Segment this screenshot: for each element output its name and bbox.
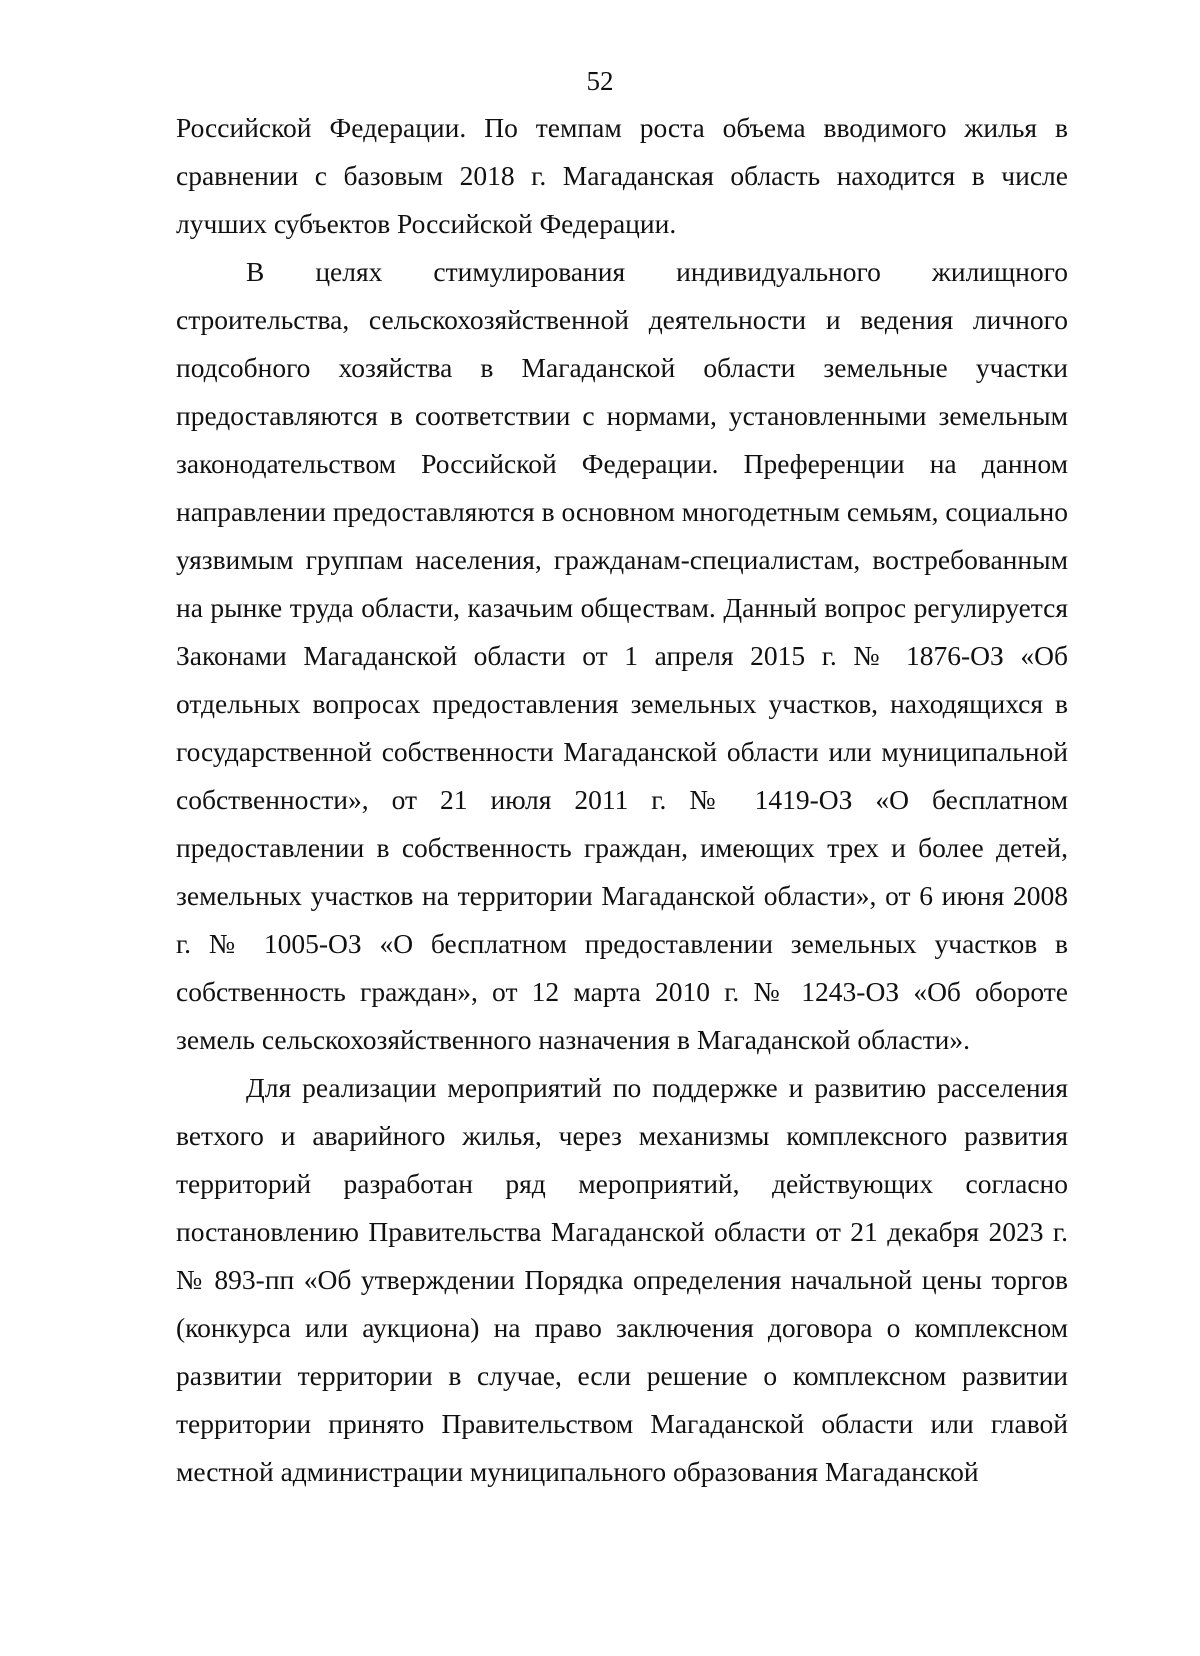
document-body — [176, 104, 1068, 1496]
paragraph-land-plots: В целях стимулирования индивидуального жилищного строительства, сельскохозяйственной деятельности и ведения личного подсобного хозяйства в Магаданской области земельные участки предоставляются в соответствии с нормами, установленными земельным законодательством Российской Федерации. Преференции на данном направлении предоставляются в основном многодетным семьям, социально уязвимым группам населения, гражданам-специалистам, востребованным на рынке труда области, казачьим обществам. Данный вопрос регулируется Законами Магаданской области от 1 апреля 2015 г. № 1876-ОЗ «Об отдельных вопросах предоставления земельных участков, находящихся в государственной собственности Магаданской области или муниципальной собственности», от 21 июля 2011 г. № 1419-ОЗ «О бесплатном предоставлении в собственность граждан, имеющих трех и более детей, земельных участков на территории Магаданской области», от 6 июня 2008 г. № 1005-ОЗ «О бесплатном предоставлении земельных участков в собственность граждан», от 12 марта 2010 г. № 1243-ОЗ «Об обороте земель сельскохозяйственного назначения в Магаданской области». — [176, 256, 1068, 1055]
paragraph-resettlement: Для реализации мероприятий по поддержке и развитию расселения ветхого и аварийного жилья, через механизмы комплексного развития территорий разработан ряд мероприятий, действующих согласно постановлению Правительства Магаданской области от 21 декабря 2023 г. № 893-пп «Об утверждении Порядка определения начальной цены торгов (конкурса или аукциона) на право заключения договора о комплексном развитии территории в случае, если решение о комплексном развитии территории принято Правительством Магаданской области или главой местной администрации муниципального образования Магаданской — [176, 1072, 1068, 1487]
paragraph-housing-growth: Российской Федерации. По темпам роста объема вводимого жилья в сравнении с базовым 2018 г. Магаданская область находится в числе лучших субъектов Российской Федерации. — [176, 112, 1068, 239]
page-number: 52 — [586, 66, 614, 96]
